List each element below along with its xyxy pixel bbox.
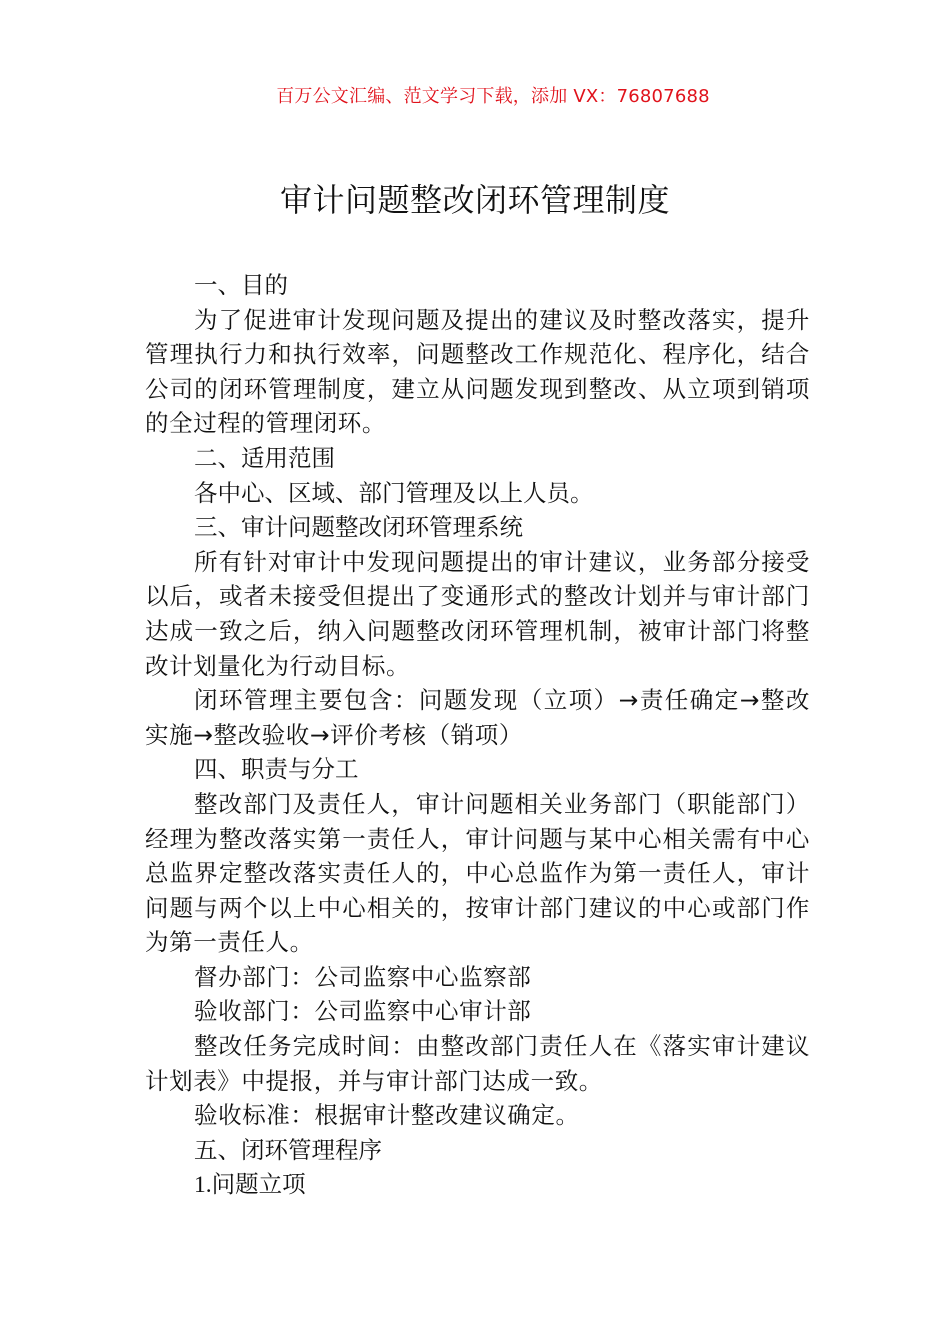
section-heading-scope: 二、适用范围 — [194, 443, 335, 472]
paragraph-closed-loop-steps: 闭环管理主要包含：问题发现（立项）→责任确定→整改实施→整改验收→评价考核（销项） — [145, 686, 810, 749]
paragraph-purpose: 为了促进审计发现问题及提出的建议及时整改落实，提升管理执行力和执行效率，问题整改工作规范化、程序化，结合公司的闭环管理制度，建立从问题发现到整改、从立项到销项的全过程的管理闭环。 — [145, 305, 810, 438]
paragraph-supervising-dept: 督办部门：公司监察中心监察部 — [194, 962, 532, 991]
section-heading-responsibilities: 四、职责与分工 — [194, 755, 359, 784]
list-item-label: 问题立项 — [211, 1170, 306, 1199]
section-heading-system: 三、审计问题整改闭环管理系统 — [194, 513, 523, 542]
paragraph-responsible-party: 整改部门及责任人，审计问题相关业务部门（职能部门）经理为整改落实第一责任人，审计问题与某中心相关需有中心总监界定整改落实责任人的，中心总监作为第一责任人，审计问题与两个以上中心相关的，按审计部门建议的中心或部门作为第一责任人。 — [145, 789, 810, 957]
section-heading-purpose: 一、目的 — [194, 271, 288, 299]
paragraph-acceptance-dept: 验收部门：公司监察中心审计部 — [194, 997, 532, 1026]
document-title: 审计问题整改闭环管理制度 — [279, 181, 670, 219]
paragraph-system-scope: 所有针对审计中发现问题提出的审计建议，业务部分接受以后，或者未接受但提出了变通形式的整改计划并与审计部门达成一致之后，纳入问题整改闭环管理机制，被审计部门将整改计划量化为行动目标。 — [145, 547, 810, 680]
list-item-problem-initiation — [145, 1167, 810, 1203]
watermark-banner: 百万公文汇编、范文学习下载，添加 VX：76807688 — [276, 86, 710, 107]
list-item-number: 1. — [194, 1172, 212, 1199]
paragraph-scope: 各中心、区域、部门管理及以上人员。 — [194, 478, 594, 507]
section-heading-procedure: 五、闭环管理程序 — [194, 1135, 382, 1164]
paragraph-acceptance-standard: 验收标准：根据审计整改建议确定。 — [194, 1101, 580, 1130]
document-body — [145, 268, 810, 1203]
paragraph-completion-time: 整改任务完成时间：由整改部门责任人在《落实审计建议计划表》中提报，并与审计部门达成一致。 — [145, 1032, 810, 1095]
